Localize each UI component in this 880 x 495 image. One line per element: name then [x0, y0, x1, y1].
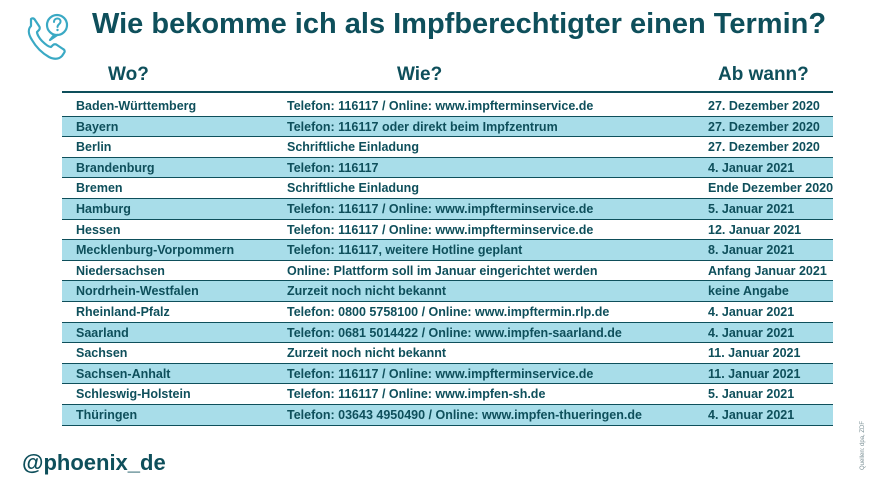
cell-state: Bayern [76, 119, 119, 134]
phone-question-icon [22, 12, 72, 62]
column-header-wie: Wie? [397, 64, 443, 85]
cell-method: Telefon: 116117 / Online: www.impfterminservice.de [287, 222, 594, 237]
cell-state: Hessen [76, 222, 121, 237]
cell-state: Sachsen [76, 346, 128, 361]
table-row [62, 240, 833, 261]
cell-date: 27. Dezember 2020 [708, 99, 820, 113]
table-row [62, 261, 833, 282]
cell-date: 8. Januar 2021 [708, 243, 795, 258]
cell-method: Telefon: 0681 5014422 / Online: www.impfen-saarland.de [287, 325, 622, 340]
cell-state: Thüringen [76, 407, 138, 422]
cell-method: Telefon: 03643 4950490 / Online: www.impfen-thueringen.de [287, 407, 642, 422]
cell-date: 4. Januar 2021 [708, 304, 795, 319]
cell-method: Zurzeit noch nicht bekannt [287, 284, 447, 299]
appointment-table [62, 96, 833, 426]
table-row [62, 384, 833, 405]
table-row [62, 199, 833, 220]
cell-method: Schriftliche Einladung [287, 140, 419, 155]
cell-date: Ende Dezember 2020 [708, 181, 834, 196]
cell-state: Schleswig-Holstein [76, 387, 191, 402]
page-title: Wie bekomme ich als Impfberechtigter einen Termin? [92, 8, 827, 40]
table-row [62, 343, 833, 364]
table-row [62, 323, 833, 344]
table-row [62, 96, 833, 117]
table-row [62, 158, 833, 179]
source-note: Quellen: dpa, ZDF [860, 420, 866, 470]
table-row [62, 220, 833, 241]
table-row [62, 405, 833, 426]
cell-method: Telefon: 116117, weitere Hotline geplant [287, 243, 523, 258]
cell-method: Telefon: 116117 / Online: www.impfen-sh.de [287, 387, 546, 402]
table-row [62, 117, 833, 138]
cell-state: Sachsen-Anhalt [76, 366, 171, 381]
cell-date: 11. Januar 2021 [708, 366, 801, 381]
cell-date: keine Angabe [708, 284, 789, 299]
cell-date: 27. Dezember 2020 [708, 140, 820, 155]
cell-method: Telefon: 116117 oder direkt beim Impfzentrum [287, 119, 558, 134]
table-row [62, 281, 833, 302]
cell-method: Schriftliche Einladung [287, 181, 419, 196]
cell-method: Telefon: 116117 [287, 160, 379, 175]
table-row [62, 137, 833, 158]
cell-state: Hamburg [76, 201, 131, 216]
cell-date: 4. Januar 2021 [708, 325, 795, 340]
cell-method: Telefon: 116117 / Online: www.impfterminservice.de [287, 99, 594, 113]
cell-state: Brandenburg [76, 160, 155, 175]
cell-date: 5. Januar 2021 [708, 387, 795, 402]
cell-date: 4. Januar 2021 [708, 407, 795, 422]
cell-method: Online: Plattform soll im Januar eingerichtet werden [287, 263, 598, 278]
column-header-ab: Ab wann? [718, 64, 809, 85]
cell-date: Anfang Januar 2021 [708, 263, 827, 278]
cell-state: Saarland [76, 325, 129, 340]
cell-state: Berlin [76, 140, 112, 155]
cell-state: Nordrhein-Westfalen [76, 284, 199, 299]
cell-date: 27. Dezember 2020 [708, 119, 820, 134]
cell-state: Niedersachsen [76, 263, 165, 278]
cell-method: Zurzeit noch nicht bekannt [287, 346, 447, 361]
brand-handle: @phoenix_de [22, 450, 166, 475]
table-row [62, 364, 833, 385]
cell-method: Telefon: 0800 5758100 / Online: www.impftermin.rlp.de [287, 304, 610, 319]
cell-state: Baden-Württemberg [76, 99, 197, 113]
table-row [62, 178, 833, 199]
header-divider [62, 91, 833, 93]
cell-method: Telefon: 116117 / Online: www.impfterminservice.de [287, 366, 594, 381]
cell-state: Rheinland-Pfalz [76, 304, 170, 319]
column-header-wo: Wo? [108, 64, 149, 85]
cell-state: Mecklenburg-Vorpommern [76, 243, 235, 258]
cell-state: Bremen [76, 181, 123, 196]
cell-date: 12. Januar 2021 [708, 222, 802, 237]
cell-date: 5. Januar 2021 [708, 201, 795, 216]
cell-date: 11. Januar 2021 [708, 346, 801, 361]
table-row [62, 302, 833, 323]
cell-date: 4. Januar 2021 [708, 160, 795, 175]
cell-method: Telefon: 116117 / Online: www.impfterminservice.de [287, 201, 594, 216]
